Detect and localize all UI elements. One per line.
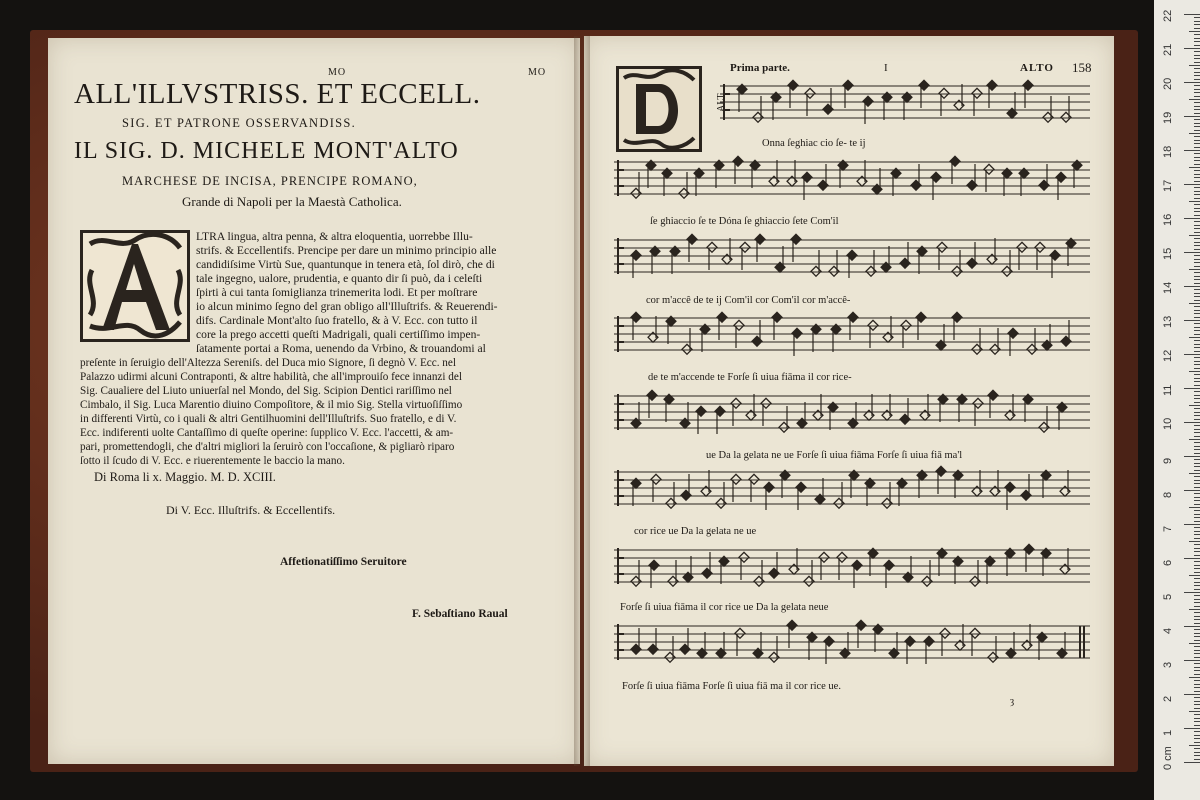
ruler-tick (1194, 483, 1200, 484)
ruler-number: 2 (1162, 695, 1174, 702)
staff-8 (614, 620, 1090, 664)
ruler-tick (1194, 425, 1200, 426)
ruler-tick (1184, 218, 1200, 219)
ruler-tick (1189, 201, 1200, 202)
ruler-tick (1194, 497, 1200, 498)
ruler-tick (1194, 255, 1200, 256)
ruler-tick (1189, 65, 1200, 66)
ruler-tick (1194, 153, 1200, 154)
ruler-tick (1184, 82, 1200, 83)
ruler-tick (1194, 374, 1200, 375)
ruler-tick (1194, 402, 1200, 403)
ruler-number: 10 (1162, 417, 1174, 430)
staff-voice-label: ALT (716, 93, 727, 112)
ruler-tick (1194, 126, 1200, 127)
ruler-number: 9 (1162, 457, 1174, 464)
ruler-tick (1189, 745, 1200, 746)
ruler-tick (1184, 524, 1200, 525)
ruler-tick (1194, 436, 1200, 437)
lyric-line-2: ſe ghiaccio ſe te Dóna ſe ghiaccio ſete Com'il (650, 216, 839, 227)
ruler-tick (1194, 527, 1200, 528)
ruler-number: 18 (1162, 145, 1174, 158)
ruler-tick (1194, 276, 1200, 277)
ruler-tick (1194, 752, 1200, 753)
body-line-7: difs. Cardinale Mont'alto ſuo fratello, & à V. Ecc. con tutto il (196, 314, 478, 327)
ruler-tick (1194, 177, 1200, 178)
ruler-tick (1184, 728, 1200, 729)
ruler-tick (1189, 541, 1200, 542)
ruler-tick (1194, 327, 1200, 328)
ruler-tick (1194, 51, 1200, 52)
ruler-tick (1194, 21, 1200, 22)
ruler-tick (1194, 300, 1200, 301)
ruler-tick (1184, 286, 1200, 287)
ruler-tick (1194, 657, 1200, 658)
ruler-number: 7 (1162, 525, 1174, 532)
ruler-tick (1194, 718, 1200, 719)
date-line: Di Roma li x. Maggio. M. D. XCIII. (94, 470, 276, 484)
section-header: Prima parte. (730, 62, 790, 74)
ruler-tick (1184, 116, 1200, 117)
ruler-tick (1194, 38, 1200, 39)
ruler-tick (1194, 72, 1200, 73)
lyric-line-1: Onna ſeghiac cio ſe- te ij (762, 138, 866, 149)
ruler-tick (1194, 395, 1200, 396)
ruler-tick (1194, 313, 1200, 314)
ruler-tick (1194, 487, 1200, 488)
ruler-tick (1194, 466, 1200, 467)
ruler-tick (1194, 364, 1200, 365)
ruler-tick (1184, 422, 1200, 423)
ruler-number: 17 (1162, 179, 1174, 192)
lyric-line-4: de te m'accende te Forſe ſi uiua fiāma il cor rice- (648, 372, 852, 383)
ruler-tick (1189, 473, 1200, 474)
ruler-tick (1184, 48, 1200, 49)
dedicatee-name: IL SIG. D. MICHELE MONT'ALTO (74, 138, 459, 164)
ruler-tick (1194, 735, 1200, 736)
ruler-number: 6 (1162, 559, 1174, 566)
ruler-number: 13 (1162, 315, 1174, 328)
ruler-tick (1194, 442, 1200, 443)
body-line-3: candidiſsime Virtù Sue, quantunque in tenera età, ſol dirò, che di (196, 258, 495, 271)
ruler-tick (1194, 259, 1200, 260)
ruler-tick (1194, 531, 1200, 532)
ruler-tick (1194, 136, 1200, 137)
ruler-tick (1194, 449, 1200, 450)
ruler-tick (1194, 347, 1200, 348)
ruler-tick (1194, 650, 1200, 651)
ruler-tick (1189, 405, 1200, 406)
ruler-tick (1194, 721, 1200, 722)
ruler-tick (1194, 279, 1200, 280)
ruler-tick (1194, 551, 1200, 552)
staff-4 (614, 312, 1090, 356)
ruler-tick (1189, 439, 1200, 440)
ruler-tick (1194, 225, 1200, 226)
ruler-tick (1194, 544, 1200, 545)
lyric-line-5: ue Da la gelata ne ue Forſe ſi uiua fiāma Forſe ſi uiua fiā ma'l (706, 450, 963, 461)
ruler-tick (1194, 578, 1200, 579)
ruler-tick (1194, 606, 1200, 607)
ruler-number: 0 cm (1162, 746, 1174, 770)
ruler-tick (1194, 17, 1200, 18)
ruler-tick (1194, 619, 1200, 620)
closing-line: Di V. Ecc. Illuſtrifs. & Eccellentifs. (166, 503, 336, 517)
body-line-13: Cimbalo, il Sig. Luca Marentio diuino Compoſitore, & il mio Sig. Stella virtuoſiſſimo (80, 399, 463, 411)
servant-line: Affetionatiſſimo Seruitore (280, 556, 407, 568)
ruler-tick (1194, 140, 1200, 141)
lyric-line-7: Forſe ſi uiua fiāma il cor rice ue Da la gelata neue (620, 602, 829, 613)
ruler-tick (1194, 561, 1200, 562)
ruler-tick (1194, 548, 1200, 549)
ruler-tick (1194, 228, 1200, 229)
ruler-tick (1194, 45, 1200, 46)
ruler-tick (1189, 269, 1200, 270)
ruler-tick (1189, 507, 1200, 508)
ruler-tick (1194, 211, 1200, 212)
ruler-tick (1189, 303, 1200, 304)
ruler-tick (1194, 340, 1200, 341)
ruler-tick (1194, 296, 1200, 297)
ruler-tick (1189, 575, 1200, 576)
ruler-tick (1189, 99, 1200, 100)
staff-1 (720, 80, 1090, 124)
body-line-16: pari, promettendogli, che d'altri migliori la ſeruirò con l'occaſione, & pigliarò riparo (80, 441, 455, 453)
ruler-tick (1194, 408, 1200, 409)
ruler-tick (1194, 191, 1200, 192)
ruler-tick (1194, 595, 1200, 596)
body-line-6: io alcun minimo ſegno del gran obligo all'Illuſtrifs. & Reuerendi- (196, 300, 498, 313)
ruler-tick (1194, 748, 1200, 749)
ruler-tick (1194, 640, 1200, 641)
ruler-tick (1194, 221, 1200, 222)
signature: F. Sebaſtiano Raual (412, 608, 508, 620)
lyric-line-3: cor m'accê de te ij Com'il cor Com'il cor m'accê- (646, 295, 851, 306)
body-line-1: LTRA lingua, altra penna, & altra eloquentia, uorrebbe Illu- (196, 230, 473, 243)
ruler-number: 1 (1162, 729, 1174, 736)
staff-2 (614, 156, 1090, 200)
ruler-tick (1189, 371, 1200, 372)
body-line-15: Ecc. indiferenti uolte Cantaſſimo di queſte operine: ſupplico V. Ecc. l'accetti, & am- (80, 427, 454, 439)
body-line-4: tale ingegno, ualore, prudentia, e quanto dir ſi può, da i celeſti (196, 272, 483, 285)
ruler-tick (1189, 167, 1200, 168)
ruler-tick (1194, 670, 1200, 671)
signature-number: I (884, 62, 888, 74)
ruler-tick (1194, 130, 1200, 131)
body-line-9: ſatamente portai a Roma, uenendo da Vrbino, & trouandomi al (196, 342, 486, 355)
voice-part-label: ALTO (1020, 62, 1054, 74)
ruler-tick (1194, 429, 1200, 430)
ruler-tick (1194, 514, 1200, 515)
ruler-tick (1194, 463, 1200, 464)
body-line-11: Palazzo udirmi alcuni Contraponti, & altre habilità, che all'improuiſo fece innanzi del (80, 371, 462, 383)
ruler-tick (1194, 759, 1200, 760)
ruler-tick (1194, 106, 1200, 107)
ruler-tick (1184, 592, 1200, 593)
ruler-tick (1194, 704, 1200, 705)
ruler-tick (1194, 697, 1200, 698)
ruler-number: 11 (1162, 384, 1174, 396)
ruler-tick (1194, 572, 1200, 573)
ruler-tick (1194, 357, 1200, 358)
ruler-tick (1194, 633, 1200, 634)
staff-6 (614, 466, 1090, 510)
ruler-tick (1189, 711, 1200, 712)
ruler-tick (1194, 28, 1200, 29)
lyric-line-8: Forſe ſi uiua fiāma Forſe ſi uiua fiā ma il cor rice ue. (622, 681, 841, 692)
ruler-tick (1194, 79, 1200, 80)
ruler-tick (1194, 215, 1200, 216)
ruler-tick (1194, 361, 1200, 362)
ruler-tick (1194, 323, 1200, 324)
ruler-tick (1194, 667, 1200, 668)
ruler-tick (1194, 381, 1200, 382)
staff-3 (614, 234, 1090, 278)
ruler-tick (1194, 102, 1200, 103)
staff-7 (614, 544, 1090, 588)
ruler-tick (1194, 85, 1200, 86)
ruler-tick (1189, 337, 1200, 338)
ruler-tick (1184, 626, 1200, 627)
ruler-tick (1184, 388, 1200, 389)
ruler-tick (1194, 636, 1200, 637)
ruler-number: 21 (1162, 43, 1174, 56)
ruler-tick (1194, 147, 1200, 148)
ruler-tick (1194, 170, 1200, 171)
ruler-tick (1194, 684, 1200, 685)
page-number: 158 (1072, 60, 1092, 75)
ruler-tick (1194, 306, 1200, 307)
ruler-tick (1194, 691, 1200, 692)
ruler-tick (1194, 476, 1200, 477)
ruler-tick (1184, 252, 1200, 253)
ruler-tick (1194, 92, 1200, 93)
ruler-tick (1194, 289, 1200, 290)
ruler-tick (1194, 419, 1200, 420)
staff-5 (614, 390, 1090, 434)
ruler-tick (1184, 456, 1200, 457)
ruler-tick (1184, 558, 1200, 559)
ruler-tick (1194, 123, 1200, 124)
ruler-tick (1194, 599, 1200, 600)
ruler-tick (1194, 629, 1200, 630)
ruler-tick (1194, 470, 1200, 471)
ruler-tick (1194, 453, 1200, 454)
ruler-tick (1194, 262, 1200, 263)
dedication-subtitle: SIG. ET PATRONE OSSERVANDISS. (122, 116, 357, 130)
ruler-tick (1189, 235, 1200, 236)
ruler-tick (1194, 351, 1200, 352)
ruler-number: 22 (1162, 9, 1174, 22)
ruler-tick (1194, 391, 1200, 392)
ruler-tick (1194, 432, 1200, 433)
ruler-tick (1184, 150, 1200, 151)
ruler-tick (1194, 412, 1200, 413)
ruler-tick (1194, 187, 1200, 188)
ruler-tick (1194, 160, 1200, 161)
ruler-tick (1184, 320, 1200, 321)
ruler-tick (1194, 755, 1200, 756)
ruler-tick (1194, 344, 1200, 345)
ruler-tick (1194, 75, 1200, 76)
ruler-tick (1194, 459, 1200, 460)
ruler-tick (1184, 184, 1200, 185)
ruler-tick (1194, 109, 1200, 110)
ruler-tick (1194, 174, 1200, 175)
ruler-tick (1194, 674, 1200, 675)
body-line-17: ſotto il ſcudo di V. Ecc. e riuerentemente le baccio la mano. (80, 455, 345, 467)
ruler-tick (1194, 398, 1200, 399)
ruler-tick (1194, 565, 1200, 566)
ruler-tick (1189, 609, 1200, 610)
ruler-tick (1194, 249, 1200, 250)
ruler-tick (1194, 589, 1200, 590)
ruler-tick (1194, 34, 1200, 35)
ruler-tick (1194, 731, 1200, 732)
ruler-number: 16 (1162, 213, 1174, 226)
ruler-tick (1194, 143, 1200, 144)
ruler-tick (1184, 14, 1200, 15)
ruler-tick (1194, 245, 1200, 246)
ruler-tick (1194, 385, 1200, 386)
ruler-tick (1194, 272, 1200, 273)
ruler-tick (1189, 643, 1200, 644)
ruler-tick (1194, 504, 1200, 505)
ruler-tick (1194, 738, 1200, 739)
ruler-tick (1194, 157, 1200, 158)
ruler-tick (1194, 585, 1200, 586)
ruler-tick (1194, 653, 1200, 654)
ruler-tick (1194, 208, 1200, 209)
ruler-tick (1194, 334, 1200, 335)
ruler-tick (1194, 582, 1200, 583)
ruler-tick (1194, 538, 1200, 539)
ruler-tick (1194, 708, 1200, 709)
body-line-5: ſpirti à cui tanta ſomiglianza trinemerita lodi. Et per moſtrare (196, 286, 478, 299)
ruler-tick (1184, 660, 1200, 661)
ruler-tick (1194, 266, 1200, 267)
superscript-2: MO (528, 67, 547, 78)
ruler-tick (1194, 493, 1200, 494)
dedicatee-title: MARCHESE DE INCISA, PRENCIPE ROMANO, (122, 174, 418, 188)
ruler-number: 12 (1162, 349, 1174, 362)
body-line-14: in differenti Virtù, co i quali & altri Gentilhuomini dell'Illuſtrifs. Suo fratello, e di V. (80, 413, 457, 425)
ruler-tick (1194, 232, 1200, 233)
ruler-tick (1194, 283, 1200, 284)
ruler-number: 14 (1162, 281, 1174, 294)
ruler-tick (1189, 31, 1200, 32)
ruler-tick (1194, 616, 1200, 617)
ruler-tick (1194, 480, 1200, 481)
ruler-tick (1194, 510, 1200, 511)
ruler-tick (1194, 701, 1200, 702)
ruler-tick (1184, 354, 1200, 355)
ruler-tick (1189, 677, 1200, 678)
measurement-ruler (1154, 0, 1200, 800)
ruler-tick (1194, 663, 1200, 664)
ruler-number: 8 (1162, 491, 1174, 498)
ruler-tick (1194, 204, 1200, 205)
ruler-tick (1194, 96, 1200, 97)
ruler-tick (1194, 687, 1200, 688)
lyric-line-6: cor rice ue Da la gelata ne ue (634, 526, 757, 537)
ruler-tick (1194, 568, 1200, 569)
ruler-tick (1194, 68, 1200, 69)
ruler-tick (1194, 55, 1200, 56)
ruler-tick (1194, 62, 1200, 63)
dedication-title: ALL'ILLVSTRISS. ET ECCELL. (74, 78, 481, 110)
ruler-tick (1194, 317, 1200, 318)
ruler-tick (1194, 415, 1200, 416)
ruler-number: 20 (1162, 77, 1174, 90)
ruler-tick (1194, 89, 1200, 90)
ruler-tick (1194, 602, 1200, 603)
ruler-tick (1194, 714, 1200, 715)
ruler-tick (1194, 555, 1200, 556)
superscript-1: MO (328, 67, 347, 78)
dedicatee-subtitle: Grande di Napoli per la Maestà Catholica. (182, 194, 402, 209)
ruler-number: 4 (1162, 627, 1174, 634)
ruler-tick (1194, 164, 1200, 165)
ruler-tick (1194, 368, 1200, 369)
ruler-tick (1194, 646, 1200, 647)
ruler-tick (1194, 181, 1200, 182)
ruler-tick (1194, 521, 1200, 522)
ruler-tick (1194, 446, 1200, 447)
ruler-tick (1194, 119, 1200, 120)
ruler-tick (1194, 113, 1200, 114)
ruler-tick (1194, 194, 1200, 195)
ruler-number: 19 (1162, 111, 1174, 124)
ruler-tick (1194, 500, 1200, 501)
body-line-12: Sig. Caualiere del Liuto uniuerſal nel Mondo, del Sig. Scipion Dentici rariſſimo nel (80, 385, 452, 397)
ruler-tick (1194, 742, 1200, 743)
ruler-tick (1194, 41, 1200, 42)
body-line-8: core la prego accetti queſti Madrigali, quali certiſſimo impen- (196, 328, 481, 341)
ruler-tick (1194, 680, 1200, 681)
ruler-tick (1194, 310, 1200, 311)
ruler-tick (1194, 58, 1200, 59)
ruler-number: 15 (1162, 247, 1174, 260)
ruler-tick (1194, 330, 1200, 331)
ruler-number: 3 (1162, 661, 1174, 668)
signature-mark: ȝ (1010, 696, 1015, 707)
ruler-tick (1184, 762, 1200, 763)
ruler-tick (1184, 694, 1200, 695)
ruler-tick (1194, 293, 1200, 294)
ruler-tick (1194, 612, 1200, 613)
ruler-tick (1194, 242, 1200, 243)
ruler-tick (1194, 534, 1200, 535)
ruler-tick (1189, 133, 1200, 134)
ruler-tick (1194, 725, 1200, 726)
ruler-tick (1194, 517, 1200, 518)
ruler-tick (1194, 623, 1200, 624)
ruler-tick (1194, 238, 1200, 239)
ruler-tick (1194, 378, 1200, 379)
ruler-tick (1184, 490, 1200, 491)
ruler-tick (1194, 24, 1200, 25)
body-line-2: strifs. & Eccellentifs. Prencipe per dare un minimo principio alle (196, 244, 497, 257)
body-line-10: preſente in ſeruigio dell'Altezza Sereniſs. del Duca mio Signore, ſi degnò V. Ecc. nel (80, 357, 456, 369)
ruler-tick (1194, 198, 1200, 199)
ruler-number: 5 (1162, 593, 1174, 600)
